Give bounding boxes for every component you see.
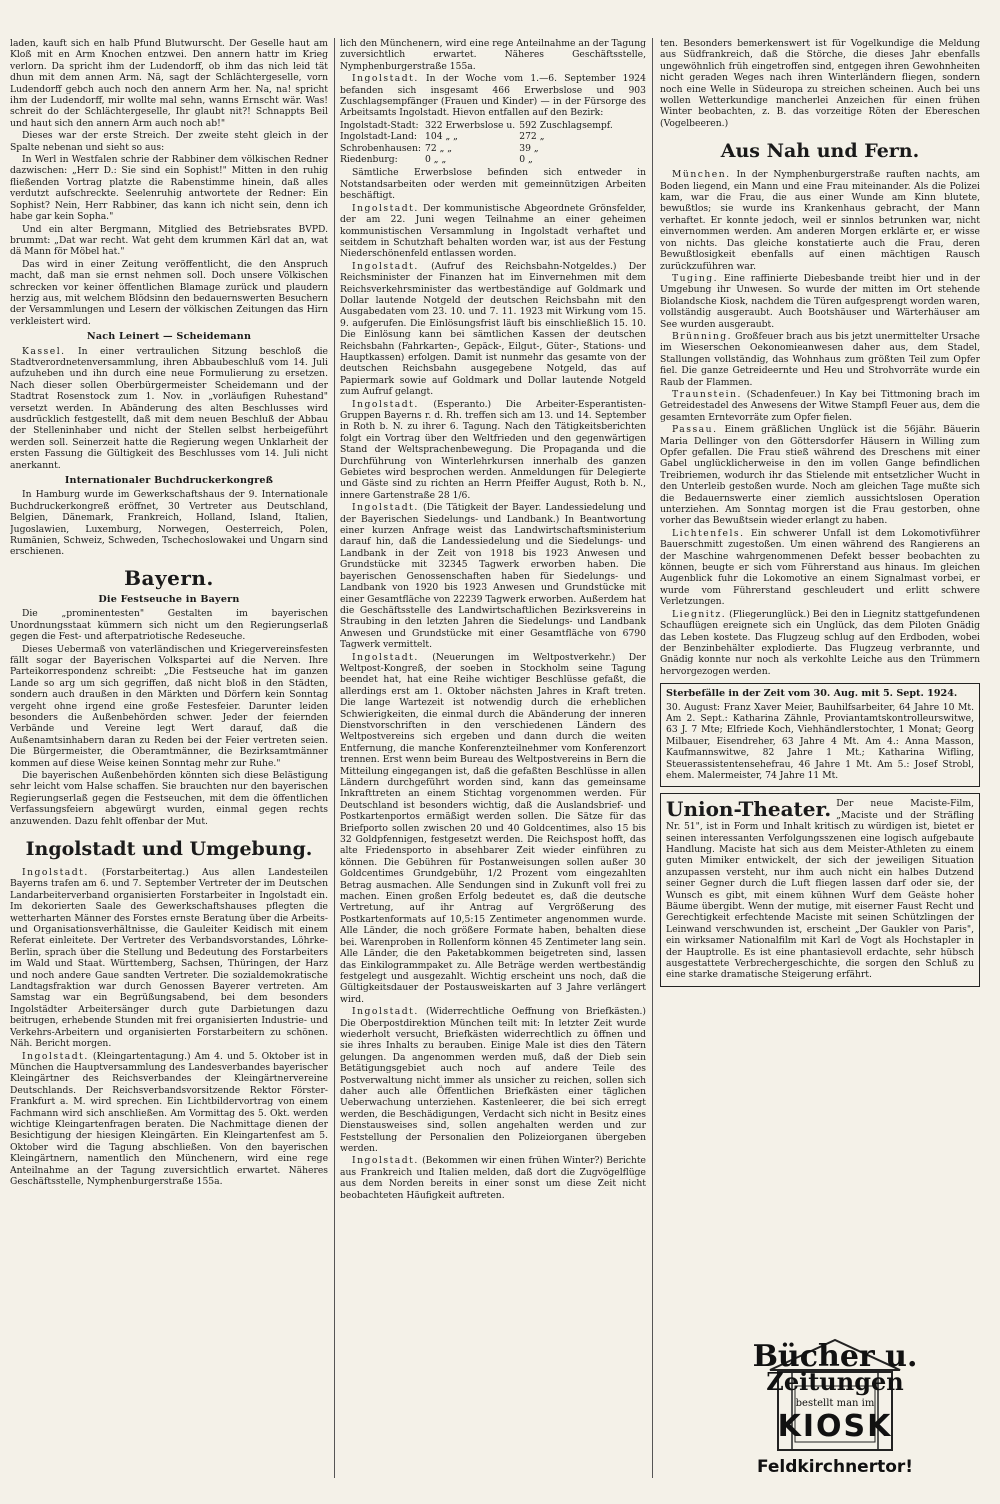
table-row	[340, 120, 617, 131]
union-theater-box	[660, 793, 980, 987]
table-cell: Ingolstadt-Land:	[340, 131, 417, 143]
article-paragraph	[10, 346, 328, 471]
article-paragraph	[10, 1051, 328, 1188]
table-cell: 0 „	[519, 154, 533, 166]
article-text: Der kommunistische Abgeordnete Grönsfelder, der am 22. Juni wegen Teilnahme an einer geheimen kommunistischen Versammlung in Ingolstadt verhaftet und seitdem in Schutzhaft behalten worden war, ist aus der Festung Niederschönenfeld entlassen worden.	[340, 202, 646, 260]
article-paragraph	[340, 652, 646, 1006]
section-heading: Bayern.	[124, 565, 214, 590]
article-paragraph	[340, 399, 646, 502]
death-notices-title: Sterbefälle in der Zeit vom 30. Aug. mit 5. Sept. 1924.	[666, 688, 958, 700]
article-text: In der Nymphenburgerstraße rauften nachts, am Boden liegend, ein Mann und eine Frau miteinander. Als die Polizei kam, war die Frau, die aus einer Wunde am Kinn blutete, bewußtlos; sie wurde ins Krankenhaus gebracht, der Mann verhaftet. Er konnte jedoch, weil er sinnlos betrunken war, nicht einvernommen werden. Am anderen Morgen erklärte er, er wisse von nichts. Das gleiche konstatierte auch die Frau, deren Bewußtlosigkeit ebenfalls auf einen mächtigen Rausch zurückzuführen war.	[660, 169, 980, 272]
table-cell: 0 „ „	[425, 154, 447, 166]
section-heading: Ingolstadt und Umgebung.	[25, 838, 313, 860]
article-paragraph	[340, 1155, 646, 1201]
article-text: (Esperanto.) Die Arbeiter-Esperantisten-Gruppen Bayerns r. d. Rh. treffen sich am 13. und 14. September in Roth b. N. zu ihrer 6. Tagung. Nach den Tätigkeitsberichten folgt ein Vortrag über den Weltfrieden und den gegenwärtigen Stand der Weltsprachenbewegung. Die Propaganda und die Durchführung von Winterlehrkursen innerhalb des ganzen Gebietes wird besprochen werden. Anmeldungen für Delegierte und Gäste sind zu richten an Herrn Pfeiffer August, Roth b. N., innere Gartenstraße 28 1/6.	[340, 398, 646, 501]
article-text: (Fliegerunglück.) Bei den in Liegnitz stattgefundenen Schauflügen ereignete sich ein Unglück, das dem Piloten Gnädig das Leben kostete. Das Flugzeug schlug auf den Erdboden, wobei der Benzinbehälter explodierte. Das Flugzeug verbrannte, und Gnädig konnte nur noch als verkohlte Leiche aus den Trümmern hervorgezogen werden.	[660, 608, 980, 677]
ad-line-5: Feldkirchnertor!	[756, 1457, 914, 1477]
article-paragraph: In Hamburg wurde im Gewerkschaftshaus der 9. Internationale Buchdruckerkongreß eröffnet, 30 Vertreter aus Deutschland, Belgien, Dänemark, Frankreich, Holland, Island, Italien, Jugoslawien, Luxemburg, Norwegen, Oesterreich, Polen, Rumänien, Schweiz, Schweden, Tschechoslowakei und Ungarn sind erschienen.	[10, 489, 328, 558]
column-1	[10, 38, 328, 1498]
column-3	[660, 38, 980, 1498]
death-notices-box	[660, 683, 980, 787]
article-paragraph: Sämtliche Erwerbslose befinden sich entweder in Notstandsarbeiten oder werden mit gemeinnützigen Arbeiten beschäftigt.	[340, 167, 646, 202]
unemployment-table	[340, 120, 617, 166]
dateline: Lichtenfels.	[672, 527, 745, 539]
article-paragraph	[340, 502, 646, 650]
table-cell: 272 „	[519, 131, 545, 143]
dateline: Ingolstadt.	[22, 867, 89, 878]
article-paragraph: Das wird in einer Zeitung veröffentlicht, die den Anspruch macht, daß man sie ernst nehmen soll. Doch unsere Völkischen schrecken vor keiner öffentlichen Blamage zurück und plaudern herzig aus, mit welchem Blödsinn den bedauernswerten Besuchern der Versammlungen und Lesern der völkischen Zeitungen das Hirn verkleistert wird.	[10, 258, 328, 327]
section-heading: Aus Nah und Fern.	[720, 140, 920, 163]
union-theater-text: Der neue Maciste-Film, „Maciste und der Sträfling Nr. 51", ist in Form und Inhalt kritisch zu würdigen ist, bietet er seinen interessanten Verfolgungsszenen eine logisch aufgebaute Handlung. Maciste hat sich aus dem Meister-Athleten zu einem guten Mimiker entwickelt, der sich der jeweiligen Situation anzupassen versteht, nur ihm auch nicht ein halbes Dutzend seiner Gegner durch die Luft fliegen lassen darf oder sie, der Wunsch es gibt, mit einem kühnen Wurf dem Geäste hoher Bäume übergibt. Wenn der mutige, mit eiserner Faust Recht und Gerechtigkeit erfechtende Maciste mit seinen Schützlingen der Leinwand verschwunden ist, erscheint „Der Gaukler von Paris", ein wirksamer Nationalfilm mit Karl de Vogt als Hochstapler in der Hauptrolle. Es ist eine phantasievoll erdachte, sehr hübsch ausgestattete Verbrechergeschichte, die sorgen den Schluß zu eine starke dramatische Steigerung erfährt.	[666, 798, 974, 981]
table-cell: 322 Erwerbslose u.	[425, 119, 516, 131]
column-2	[340, 38, 646, 1498]
article-paragraph: Dieses Uebermaß von vaterländischen und Kriegervereinsfesten fällt sogar der Bayerischen Volkspartei auf die Nerven. Ihre Parteikorrespondenz schreibt: „Die Festseuche hat im ganzen Lande so arg um sich gegriffen, daß nicht bloß in den Städten, sondern auch draußen in den Märkten und Dörfern kein Sonntag vergeht ohne irgend eine große Festesfeier. Darunter leiden besonders die Außenbehörden schwer. Jeder der feiernden Verbände und Vereine legt Wert darauf, daß die Außenamtsinhabern daran zu Reden bei der Feier vertreten seien. Die Bürgermeister, die Oberamtmänner, die Bezirksamtmänner kommen auf diese Weise keinen Sonntag mehr zur Ruhe."	[10, 643, 328, 769]
article-paragraph	[340, 1006, 646, 1154]
article-text: Einem gräßlichen Unglück ist die 56jähr. Bäuerin Maria Dellinger von den Göttersdorfer Häusern in Willing zum Opfer gefallen. Die Frau stieß während des Dreschens mit einer Gabel unglücklicherweise in den im vollen Gange befindlichen Treibriemen, wodurch ihr das Stielende mit entsetzlicher Wucht in den Unterleib gestoßen wurde. Noch am gleichen Tage mußte sich die Bedauernswerte einer ziemlich aussichtslosen Operation unterziehen. Am Sonntag morgen ist die Frau gestorben, ohne vorher das Bewußtsein wieder erlangt zu haben.	[660, 424, 980, 527]
dateline: Ingolstadt.	[352, 73, 419, 85]
article-paragraph	[660, 424, 980, 527]
ad-line-2: Zeitungen	[766, 1367, 904, 1396]
dateline: Passau.	[672, 424, 718, 436]
article-paragraph	[660, 528, 980, 608]
table-row	[340, 154, 617, 165]
article-text: (Aufruf des Reichsbahn-Notgeldes.) Der Reichsminister der Finanzen hat im Einvernehmen mit dem Reichsverkehrsminister das wertbeständige auf Goldmark und Dollar lautende Notgeld der deutschen Reichsbahn mit den Ausgabedaten vom 23. 10. und 7. 11. 1923 mit Wirkung vom 15. 9. aufgerufen. Die Einlösungsfrist läuft bis einschließlich 15. 10. Die Einlösung kann bei sämtlichen Kassen der deutschen Reichsbahn (Fahrkarten-, Gepäck-, Eilgut-, Güter-, Stations- und Hauptkassen) erfolgen. Damit ist nunmehr das gesamte von der deutschen Reichsbahn ausgegebene Notgeld, das auf Papiermark sowie auf Goldmark und Dollar lautende Notgeld zum Aufruf gelangt.	[340, 260, 646, 398]
table-cell: 72 „ „	[425, 142, 453, 154]
article-text: (Bekommen wir einen frühen Winter?) Berichte aus Frankreich und Italien melden, daß dort die Zugvögelflüge aus dem Norden bereits in einer sonst um diese Zeit nicht beobachteten Häufigkeit auftreten.	[340, 1155, 646, 1201]
dateline: Ingolstadt.	[352, 1006, 419, 1018]
article-text: In der Woche vom 1.—6. September 1924 befanden sich insgesamt 466 Erwerbslose und 903 Zuschlagsempfänger (Frauen und Kinder) — in der Fürsorge des Arbeitsamts Ingolstadt. Hievon entfallen auf den Bezirk:	[340, 73, 646, 119]
article-paragraph	[660, 609, 980, 677]
article-text: (Schadenfeuer.) In Kay bei Tittmoning brach im Getreidestadel des Anwesens der Witwe Stampfl Feuer aus, dem die gesamten Erntevorräte zum Opfer fielen.	[660, 388, 980, 423]
article-text: (Widerrechtliche Oeffnung von Briefkästen.) Die Oberpostdirektion München teilt mit: In letzter Zeit wurde wiederholt versucht, Briefkästen widerrechtlich zu öffnen und sie ihres Inhalts zu berauben. Einige Male ist dies den Tätern gelungen. Da angenommen werden muß, daß der Dieb sein Betätigungsgebiet auch noch auf andere Teile des Postverwaltung nicht immer als unsicher zu reichen, sollen sich daher auch alle Öffentlichen Briefkästen einer täglichen Ueberwachung unterziehen. Kastenleerer, die bei sich erregt werden, die Beschädigungen, Verdacht sich nicht in Besitz eines Dienstausweises sind, sollen angehalten werden und zur Feststellung der Personalien den Polizeiorganen übergeben werden.	[340, 1006, 646, 1154]
dateline: Ingolstadt.	[352, 651, 419, 663]
dateline: Tuging.	[672, 272, 719, 284]
kiosk-advertisement	[700, 1332, 970, 1482]
article-text: In einer vertraulichen Sitzung beschloß die Stadtverordnetenversammlung, ihren Abbaubeschluß vom 14. Juli aufzuheben und ihn durch eine neue Formulierung zu ersetzen. Nach dieser sollen Oberbürgermeister Scheidemann und der Stadtrat Rosenstock zum 1. Nov. in „vorläufigen Ruhestand" versetzt werden. In Abänderung des alten Beschlusses wird ausdrücklich festgestellt, daß mit dem neuen Beschluß der Abbau der Stelleninhaber und nicht der Stellen selbst herbeigeführt werden soll. Seinerzeit hatte die Regierung wegen Unklarheit der ersten Fassung die Gültigkeit des Beschlusses vom 14. Juli nicht anerkannt.	[10, 345, 328, 471]
subheading: Die Festseuche in Bayern	[98, 593, 240, 605]
dateline: Ingolstadt.	[352, 260, 419, 272]
dateline: Brünning.	[672, 330, 733, 342]
article-text: Großfeuer brach aus bis jetzt unermittelter Ursache im Wieserschen Oekonomieanwesen daher aus, dem Stadel, Stallungen vollständig, das Wohnhaus zum größten Teil zum Opfer fiel. Die ganze Getreideernte und Heu und Strohvorräte wurde ein Raub der Flammen.	[660, 330, 980, 388]
article-paragraph	[660, 273, 980, 330]
dateline: Liegnitz.	[672, 608, 727, 620]
article-paragraph	[340, 261, 646, 398]
table-cell: Schrobenhausen:	[340, 142, 421, 154]
ad-line-1: Bücher u.	[752, 1339, 918, 1374]
article-paragraph: In Werl in Westfalen schrie der Rabbiner dem völkischen Redner dazwischen: „Herr D.: Sie sind ein Sophist!" Mitten in den ruhig fließenden Vortrag platzte die Rabenstimme hinein, daß alles verdutzt aufschreckte. Seelenruhig antwortete der Redner: Ein Sophist? Nein, Herr Rabbiner, das kann ich nicht sein, denn ich habe gar kein Sopha."	[10, 154, 328, 223]
dateline: Ingolstadt.	[352, 1155, 419, 1167]
article-paragraph: ten. Besonders bemerkenswert ist für Vogelkundige die Meldung aus Südfrankreich, daß die Störche, die dieses Jahr ebenfalls ungewöhnlich früh eingetroffen sind, entgegen ihren Gewohnheiten nicht geraden Weges nach ihren Winterländern fliegen, sondern noch eine Welle in Südeuropa zu streichen scheinen. Auch bei uns wollen Wetterkundige mancherlei Anzeichen für einen frühen Winter beobachten, z. B. das vorzeitige Röten der Ebereschen (Vogelbeeren.)	[660, 38, 980, 129]
table-cell: 104 „ „	[425, 131, 458, 143]
dateline: Ingolstadt.	[352, 502, 419, 514]
article-paragraph	[660, 169, 980, 272]
article-text: Ein schwerer Unfall ist dem Lokomotivführer Bauerschmitt zugestoßen. Um einen während des Rangierens an der Maschine wahrgenommenen Defekt besser beobachten zu können, beugte er sich vom Führerstand aus hinaus. Im gleichen Augenblick fuhr die Lokomotive an einem Signalmast vorbei, er wurde vom Führerstand geschleudert und erlitt schwere Verletzungen.	[660, 527, 980, 608]
dateline: Ingolstadt.	[352, 398, 419, 410]
article-paragraph	[340, 73, 646, 119]
dateline: Ingolstadt.	[22, 1050, 89, 1062]
article-paragraph	[660, 331, 980, 388]
article-paragraph	[340, 203, 646, 260]
column-rule	[334, 38, 335, 1478]
death-notices-text: 30. August: Franz Xaver Meier, Bauhilfsarbeiter, 64 Jahre 10 Mt. Am 2. Sept.: Katharina Zähnle, Proviantamtskontrolleurswitwe, 63 J. 7 Mte; Elfriede Koch, Viehhändlerstochter, 1 Monat; Georg Milbauer, Eisendreher, 63 Jahre 4 Mt. Am 4.: Anna Masson, Kaufmannswitwe, 82 Jahre 1 Mt.; Katharina Wifling, Steuerassistentensehefrau, 46 Jahre 1 Mt. Am 5.: Josef Strobl, ehem. Malermeister, 74 Jahre 11 Mt.	[666, 701, 974, 781]
article-paragraph: laden, kauft sich en halb Pfund Blutwurscht. Der Geselle haut am Kloß mit en Arm Knochen entzwei. Den annern hattr im Krieg verlorn. Da spricht ihm der Ludendorff, ob ihm das nich leid tät dhun mit dem annen Arm. Nä, sagt der Schlächtergeselle, vorn Ludendorff gebch auch noch den annern Arm her. Na, na! spricht ihm der Ludendorff, mir wollte mal sehn, wanns Ernscht wär. Was! schreit do der Schlächtergeselle, Ihr glaubt nit?! Schnappts Beil und haut sich den annern Arm auch noch ab!"	[10, 38, 328, 129]
article-paragraph: Die bayerischen Außenbehörden könnten sich diese Belästigung sehr leicht vom Halse schaffen. Sie brauchten nur den bayerischen Regierungserlaß gegen die Festseuchen, mit dem die öffentlichen Verfassungsfeiern abgewürgt wurden, einmal gegen rechts anzuwenden. Dazu fehlt offenbar der Mut.	[10, 769, 328, 827]
article-paragraph	[10, 867, 328, 1050]
dateline: Traunstein.	[672, 388, 742, 400]
article-paragraph	[660, 389, 980, 423]
table-cell: Riedenburg:	[340, 154, 398, 166]
dateline: München.	[672, 169, 731, 181]
article-text: (Neuerungen im Weltpostverkehr.) Der Weltpost-Kongreß, der soeben in Stockholm seine Tagung beendet hat, hat eine Reihe wichtiger Beschlüsse gefaßt, die allerdings erst am 1. Oktober nächsten Jahres in Kraft treten. Die lange Wartezeit ist notwendig durch die erheblichen Schwierigkeiten, die einmal durch die Abänderung der inneren Dienstvorschriften in den verschiedenen Ländern des Weltpostvereins sich ergeben und dann durch die weiten Entfernung, die manche Konferenzteilnehmer vom Konferenzort trennen. Erst wenn beim Bureau des Weltpostvereins in Bern die Mitteilung eingegangen ist, daß die gefaßten Beschlüsse in allen Ländern durchgeführt worden sind, kann das gemeinsame Inkrafttreten an einem Stichtag vorgenommen werden. Für Deutschland ist besonders wichtig, daß die Auslandsbrief- und Postkartenportos ermäßigt werden sollen. Die Sätze für das Briefporto sollen zwischen 20 und 40 Goldcentimes, also 15 bis 32 Goldpfennigen, festgesetzt werden. Die Reichspost hofft, das alte Friedensporto in absehbarer Zeit wieder einführen zu können. Die Gebühren für Postanweisungen sollen außer 30 Goldcentimes Grundgebühr, 1/2 Prozent vom eingezahlten Betrag ausmachen. Alle Sendungen sind in Zukunft voll frei zu machen. Einen großen Erfolg bedeutet es, daß die deutsche Vertretung, auf ihr Antrag auf Vergrößerung des Postkartenformats auf 10,5:15 Zentimeter angenommen wurde. Alle Länder, die noch größere Formate haben, behalten diese bei. Warenproben in Rollenform können 45 Zentimeter lang sein. Alle Länder, die den Paketabkommen beigetreten sind, lassen das Einkilogrammpaket zu. Alle Beträge werden wertbeständig festgelegt und ausgezahlt. Wichtig erscheint uns noch, daß die Gültigkeitsdauer der Postausweiskarten auf 3 Jahre verlängert wird.	[340, 651, 646, 1005]
article-paragraph: Die „prominentesten" Gestalten im bayerischen Unordnungsstaat kümmern sich nicht um den Regierungserlaß gegen die Fest- und afterpatriotische Redeseuche.	[10, 608, 328, 643]
article-text: Eine raffinierte Diebesbande treibt hier und in der Umgebung ihr Unwesen. So wurde der mitten im Ort stehende Biolandsche Kiosk, nachdem die Türen aufgesprengt worden waren, vollständig ausgeraubt. Auch Bootshäuser und Wärterhäuser am See wurden ausgeraubt.	[660, 272, 980, 330]
subheading: Internationaler Buchdruckerkongreß	[64, 475, 274, 487]
dateline: Ingolstadt.	[352, 202, 419, 214]
table-cell: 592 Zuschlagsempf.	[519, 119, 613, 131]
ad-line-3: bestellt man im	[795, 1398, 875, 1409]
table-cell: Ingolstadt-Stadt:	[340, 119, 419, 131]
dateline: Kassel.	[22, 345, 66, 357]
table-row	[340, 131, 617, 142]
article-text: (Die Tätigkeit der Bayer. Landessiedelung und der Bayerischen Siedelungs- und Landbank.) In Beantwortung einer kurzen Anfrage weist das Landwirtschaftsministerium darauf hin, daß die Landessiedelung und die Siedelungs- und Landbank in der Zeit von 1918 bis 1923 Anwesen und Grundstücke mit 32345 Tagwerk erworben haben. Die bayerischen Genossenschaften haben für Siedelungs- und Landbank von 1920 bis 1923 Anwesen und Grundstücke mit einer Gesamtfläche von 22239 Tagwerk erworben. Außerdem hat die Geschäftsstelle des Landwirtschaftlichen Bezirksvereins in Straubing in den letzten Jahren die Siedelungs- und Landbank Anwesen und Grundstücke mit einer Gesamtfläche von 6790 Tagwerk vermittelt.	[340, 502, 646, 651]
union-theater-title: Union-Theater.	[666, 797, 832, 822]
kiosk-ad-graphic	[700, 1332, 970, 1482]
article-paragraph: Und ein alter Bergmann, Mitglied des Betriebsrates BVPD. brummt: „Dat war recht. Wat geht dem krummen Kärl dat an, wat dä Mann för Möbel hat."	[10, 223, 328, 258]
subheading: Nach Leinert — Scheidemann	[86, 331, 252, 343]
article-paragraph: lich den Münchenern, wird eine rege Anteilnahme an der Tagung zuversichtlich erwartet. Näheres Geschäftsstelle, Nymphenburgerstraße 155a.	[340, 38, 646, 72]
article-paragraph: Dieses war der erste Streich. Der zweite steht gleich in der Spalte nebenan und sieht so aus:	[10, 130, 328, 153]
table-row	[340, 143, 617, 154]
article-text: (Kleingartentagung.) Am 4. und 5. Oktober ist in München die Hauptversammlung des Landesverbandes bayerischer Kleingärtner des Reichsverbandes der Kleingärtnervereine Deutschlands. Der Reichsverbandsvorsitzende Rektor Förster-Frankfurt a. M. wird sprechen. Ein Lichtbildervortrag von einem Fachmann wird sich anschließen. Am Vormittag des 5. Okt. werden wichtige Kleingartenfragen beraten. Die Nachmittage dienen der Besichtigung der hiesigen Kleingärten. Ein Kleingartenfest am 5. Oktober wird die Tagung abschließen. Von den bayerischen Kleingärtnern, namentlich den Münchenern, wird eine rege Anteilnahme an der Tagung zuversichtlich erwartet. Näheres Geschäftsstelle, Nymphenburgerstraße 155a.	[10, 1050, 328, 1187]
ad-line-4: KIOSK	[777, 1409, 893, 1444]
column-rule	[652, 38, 653, 1478]
table-cell: 39 „	[519, 142, 539, 154]
article-text: (Forstarbeitertag.) Aus allen Landesteilen Bayerns trafen am 6. und 7. September Vertreter der im Deutschen Landarbeiterverband organisierten Forstarbeiter in Ingolstadt ein. Im dekorierten Saale des Gewerkschaftshauses pflegten die wetterharten Männer des Forstes ernste Beratung über die Arbeits- und Organisationsverhältnisse, die Gauleiter Keidisch mit einem Referat einleitete. Der Vertreter des Verbandsvorstandes, Löhrke-Berlin, sprach über die Stellung und Bedeutung des Forstarbeiters im Wald und Staat. Württemberg, Sachsen, Thüringen, der Harz und noch andere Gaue sandten Vertreter. Die sozialdemokratische Landtagsfraktion war durch Genossen Bayerer vertreten. Am Samstag war ein Begrüßungsabend, bei dem besonders Ingolstädter Arbeitersänger durch gute Darbietungen dazu beitrugen, erhebende Stunden mit frei organisierten Industrie- und Verkehrs-Arbeitern und organisierten Forstarbeitern zu schönen. Näh. Bericht morgen.	[10, 867, 328, 1050]
